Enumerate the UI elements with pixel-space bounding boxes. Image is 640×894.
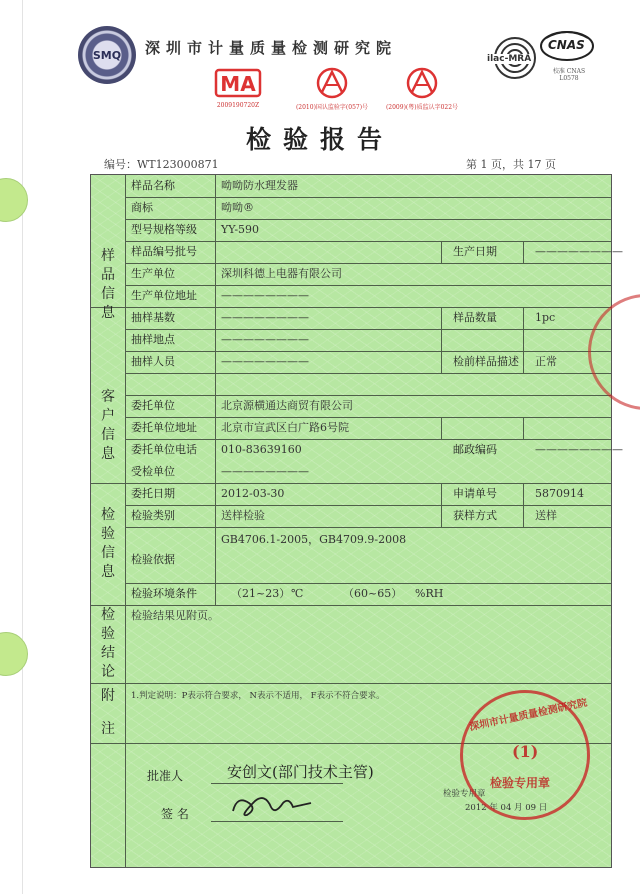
section-sample-info: 样 品 信 息 [101, 248, 115, 321]
label-pre-inspection-description: 检前样品描述 [453, 355, 519, 368]
label-sample-acquisition: 获样方式 [453, 509, 497, 522]
page-count: 第 1 页，共 17 页 [466, 158, 556, 171]
cnas-label: CNAS [548, 38, 585, 52]
svg-text:MA: MA [220, 72, 256, 96]
value-inspection-basis: GB4706.1-2005，GB4709.9-2008 [221, 533, 407, 546]
value-trademark: 呦呦® [221, 201, 254, 214]
seal-center-text: (1) [512, 742, 539, 761]
seal-bottom-text: 检验专用章 [490, 776, 551, 790]
organization-name: 深圳市计量质量检测研究院 [145, 39, 398, 57]
label-production-date: 生产日期 [453, 245, 497, 258]
cal-mark-2: (2009)(粤)质监认字022号 [398, 66, 446, 104]
value-client: 北京源横通达商贸有限公司 [221, 399, 353, 412]
seal-date: 2012 年 04 月 09 日 [465, 803, 548, 813]
ilac-mra-label: ilac-MRA [487, 54, 532, 64]
value-postal-code: ———————— [535, 443, 623, 456]
section-client-info: 客 户 信 息 [101, 389, 115, 462]
label-trademark: 商标 [131, 201, 153, 214]
value-application-no: 5870914 [535, 487, 584, 500]
section-conclusion: 检 验 结 论 [101, 607, 115, 680]
seal-label: 检验专用章 [443, 789, 486, 799]
label-sample-name: 样品名称 [131, 179, 175, 192]
handwritten-signature [227, 791, 317, 821]
label-client-phone: 委托单位电话 [131, 443, 197, 456]
value-production-date: ———————— [535, 245, 623, 258]
value-sample-quantity: 1pc [535, 311, 556, 324]
label-sampling-place: 抽样地点 [131, 333, 175, 346]
label-manufacturer-address: 生产单位地址 [131, 289, 197, 302]
label-application-no: 申请单号 [453, 487, 497, 500]
label-entrust-date: 委托日期 [131, 487, 175, 500]
label-environment: 检验环境条件 [131, 587, 197, 600]
approver-value: 安创文(部门技术主管) [227, 763, 374, 781]
seal-ring-text: 深圳市计量质量检测研究院 [468, 697, 589, 734]
approver-label: 批准人 [147, 769, 184, 783]
value-sampling-place: ———————— [221, 333, 309, 346]
label-inspection-type: 检验类别 [131, 509, 175, 522]
value-manufacturer-address: ———————— [221, 289, 309, 302]
label-postal-code: 邮政编码 [453, 443, 497, 456]
conclusion-text: 检验结果见附页。 [131, 609, 219, 622]
value-temperature: （21~23） [231, 587, 291, 600]
value-inspection-type: 送样检验 [221, 509, 265, 522]
label-sampler: 抽样人员 [131, 355, 175, 368]
value-pre-inspection-description: 正常 [535, 355, 557, 368]
value-client-address: 北京市宣武区白广路6号院 [221, 421, 349, 434]
report-number: 编号：WT123000871 [104, 158, 219, 171]
binding-hole-top [0, 178, 28, 222]
label-manufacturer: 生产单位 [131, 267, 175, 280]
label-sampling-base: 抽样基数 [131, 311, 175, 324]
value-client-phone: 010-83639160 [221, 443, 302, 456]
label-sample-quantity: 样品数量 [453, 311, 497, 324]
value-entrust-date: 2012-03-30 [221, 487, 285, 500]
value-sample-name: 呦呦防水理发器 [221, 179, 298, 192]
section-inspection-info: 检 验 信 息 [101, 507, 115, 580]
value-sampling-base: ———————— [221, 311, 309, 324]
section-remarks: 附 注 [101, 688, 115, 737]
label-inspected-unit: 受检单位 [131, 465, 175, 478]
cal-mark-1: (2010)国认监验字(057)号 [308, 66, 356, 104]
binding-hole-bottom [0, 632, 28, 676]
value-inspected-unit: ———————— [221, 465, 309, 478]
label-client: 委托单位 [131, 399, 175, 412]
value-manufacturer: 深圳科德上电器有限公司 [221, 267, 342, 280]
label-inspection-basis: 检验依据 [131, 553, 175, 566]
value-model: YY-590 [221, 223, 260, 236]
cma-mark: MA 2009190720Z [216, 72, 260, 109]
report-title: 检验报告 [245, 125, 394, 154]
unit-temperature: ℃ [291, 587, 304, 600]
value-sample-acquisition: 送样 [535, 509, 557, 522]
value-humidity: （60~65） [343, 587, 403, 600]
signature-label: 签 名 [161, 807, 189, 821]
cnas-subtext: 校准 CNAS L0578 [552, 68, 586, 82]
unit-humidity: %RH [415, 587, 444, 600]
label-model: 型号规格等级 [131, 223, 197, 236]
remarks-text: 1.判定说明：P表示符合要求， N表示不适用， F表示不符合要求。 [131, 691, 385, 701]
smq-logo: SMQ [78, 26, 136, 84]
label-sample-no: 样品编号批号 [131, 245, 197, 258]
label-client-address: 委托单位地址 [131, 421, 197, 434]
value-sampler: ———————— [221, 355, 309, 368]
